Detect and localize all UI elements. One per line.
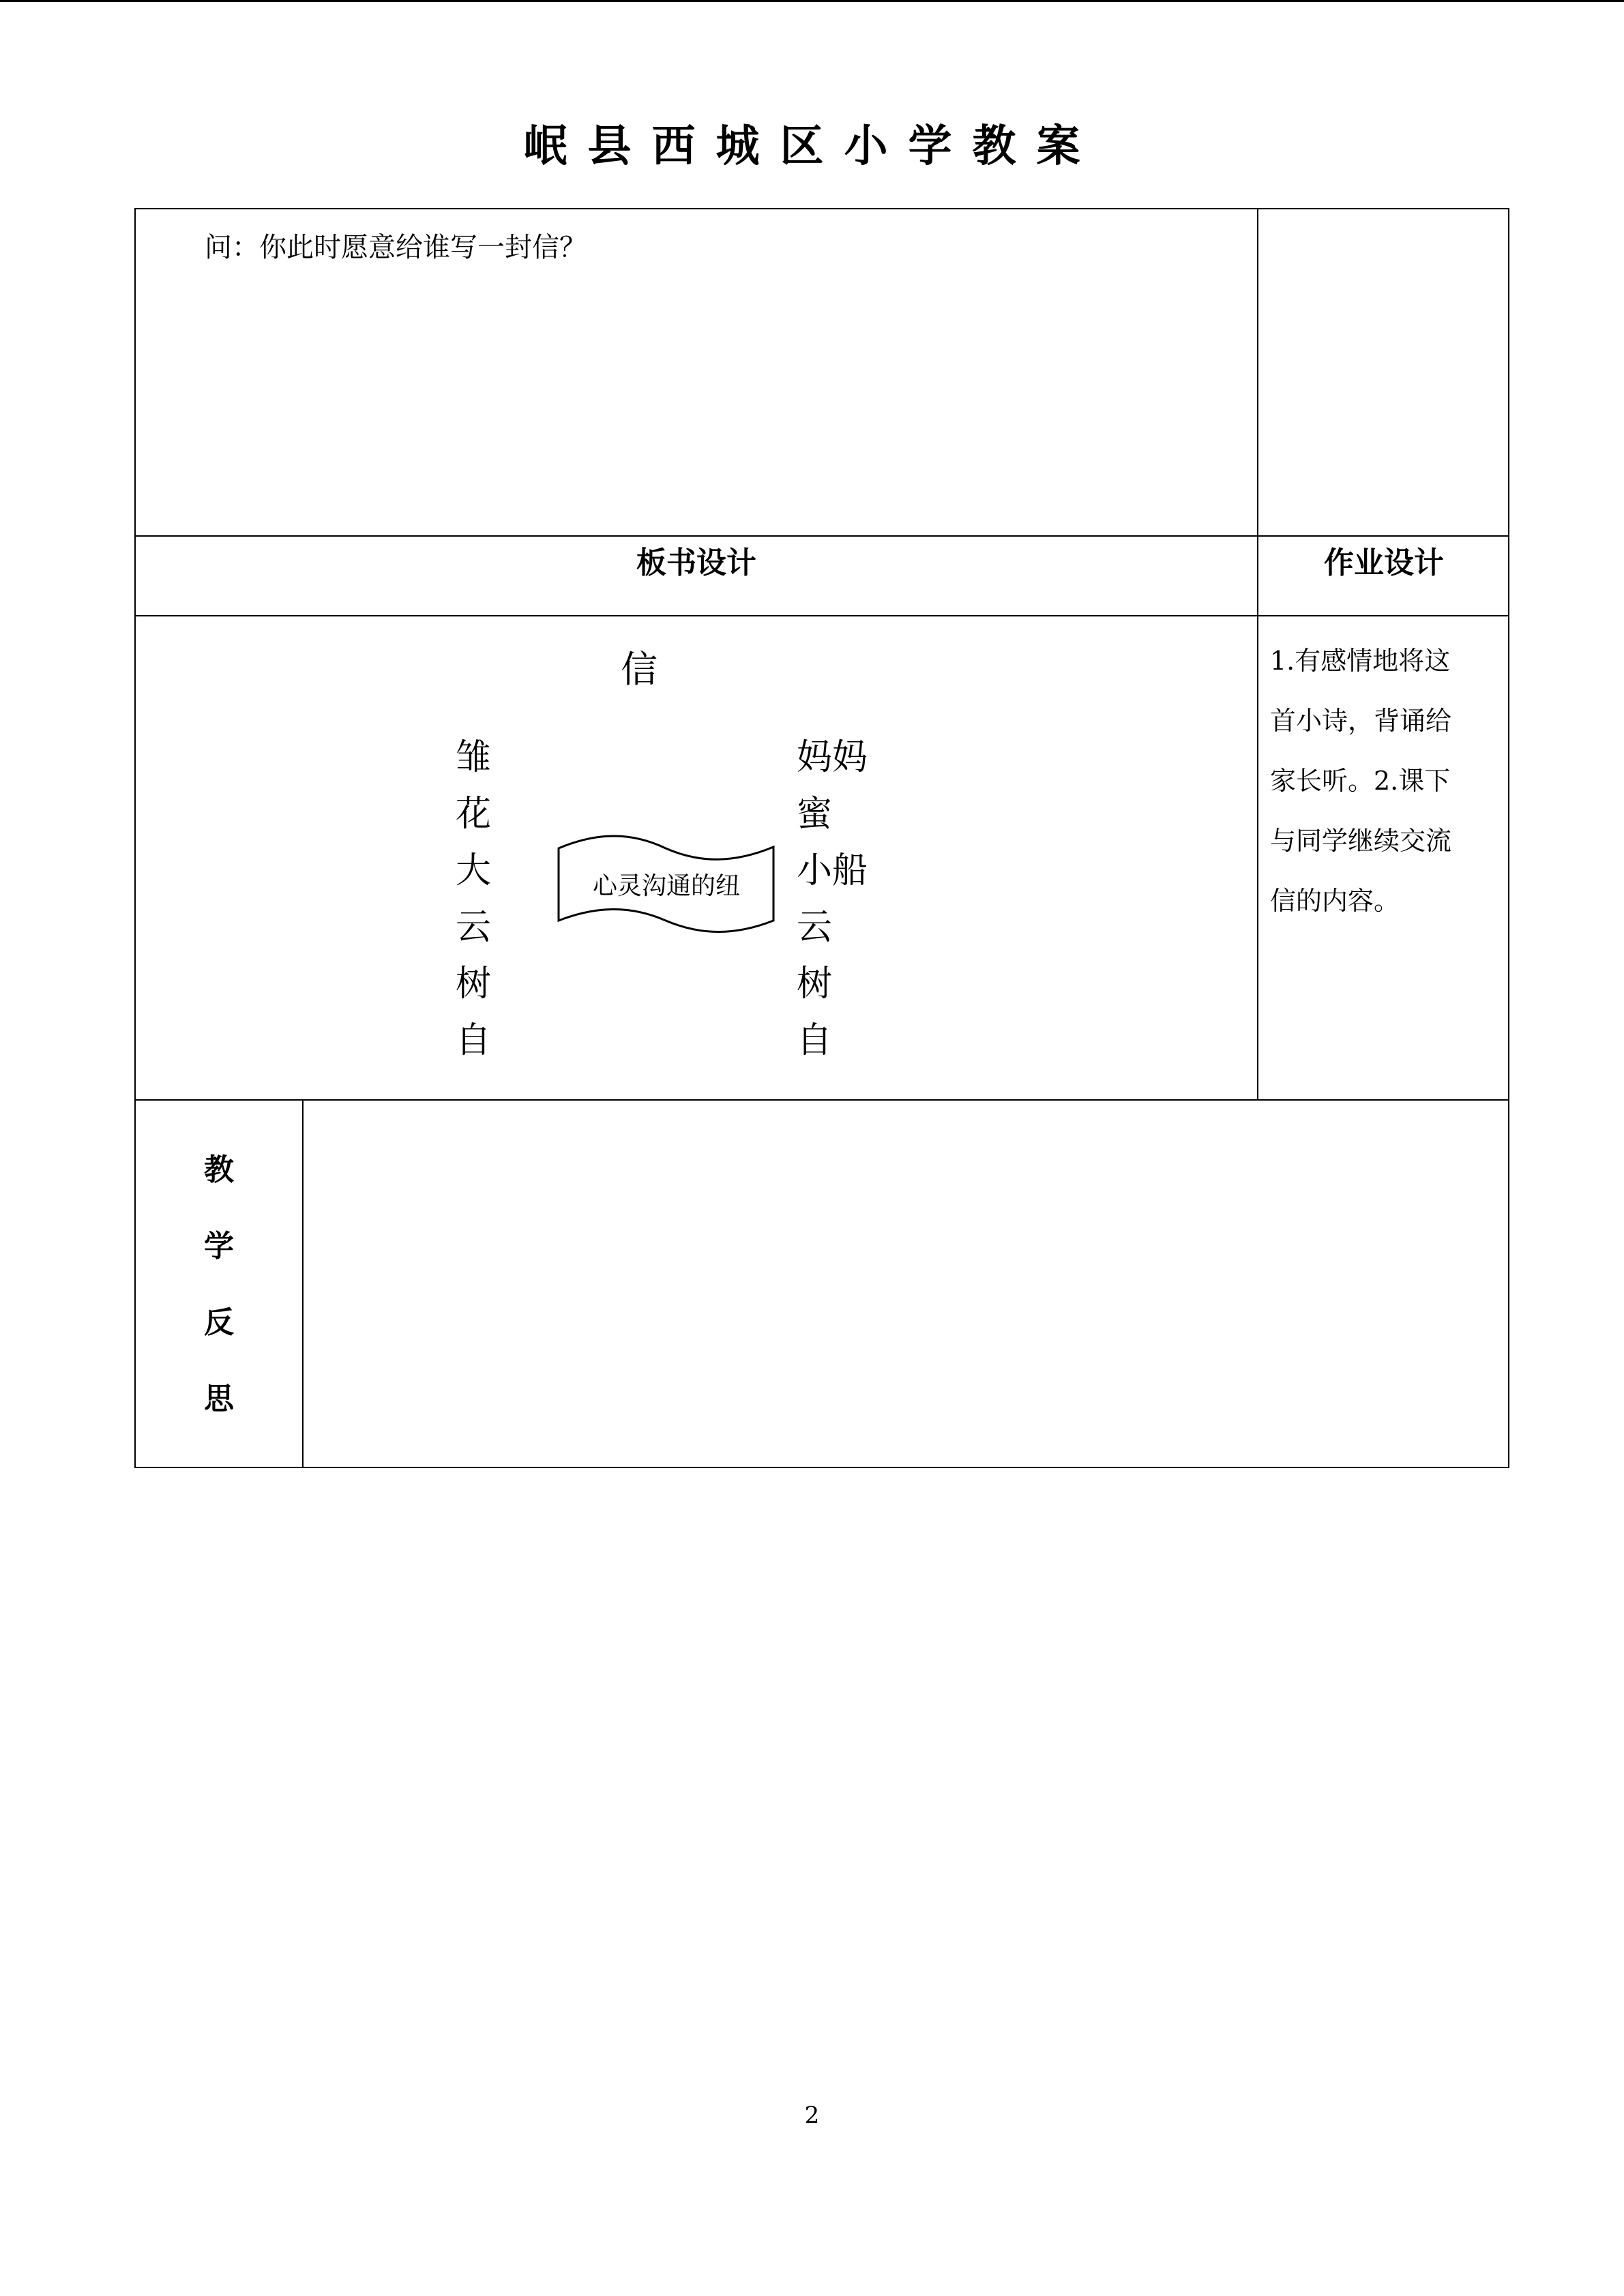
- reflection-char: 教: [204, 1152, 234, 1187]
- page-number: 2: [804, 2102, 820, 2129]
- reflection-char: 学: [204, 1229, 234, 1264]
- row-divider-1: [134, 535, 1509, 537]
- homework-content: [1270, 631, 1502, 931]
- reflection-char: 思: [204, 1382, 234, 1416]
- table-right-border: [1508, 208, 1509, 1468]
- column-divider-main: [1257, 208, 1258, 1101]
- board-right-item: 妈妈: [797, 737, 868, 778]
- board-title: 信: [621, 648, 658, 691]
- board-right-item: 自: [797, 1020, 833, 1061]
- board-right-item: 树: [797, 964, 833, 1004]
- board-right-column: [797, 730, 933, 1069]
- homework-line: 1.有感情地将这: [1270, 646, 1451, 676]
- question-text: 问：你此时愿意给谁写一封信？: [205, 232, 587, 263]
- board-right-item: 小船: [797, 850, 868, 891]
- page-title: 岷县西城区小学教案: [523, 121, 1101, 172]
- board-left-item: 花: [456, 794, 492, 835]
- board-left-item: 大: [456, 850, 492, 891]
- board-right-item: 云: [797, 907, 833, 948]
- board-left-item: 雏: [456, 737, 492, 778]
- board-left-item: 自: [456, 1020, 492, 1061]
- teaching-reflection-label: [135, 1132, 303, 1437]
- homework-line: 信的内容。: [1270, 886, 1400, 916]
- page-top-border: [0, 0, 1624, 2]
- row-divider-2: [134, 615, 1509, 616]
- row-divider-3: [134, 1099, 1509, 1101]
- homework-line: 家长听。2.课下: [1270, 766, 1451, 796]
- board-left-item: 树: [456, 964, 492, 1004]
- board-design-heading: 板书设计: [636, 546, 756, 580]
- board-right-item: 蜜: [797, 794, 833, 835]
- homework-line: 首小诗，背诵给: [1270, 706, 1452, 736]
- board-left-item: 云: [456, 907, 492, 948]
- table-top-border: [134, 208, 1509, 209]
- homework-design-heading: 作业设计: [1324, 546, 1444, 580]
- table-bottom-border: [134, 1467, 1509, 1468]
- reflection-char: 反: [204, 1305, 234, 1340]
- homework-line: 与同学继续交流: [1270, 826, 1452, 856]
- banner-text: 心灵沟通的纽: [592, 872, 740, 900]
